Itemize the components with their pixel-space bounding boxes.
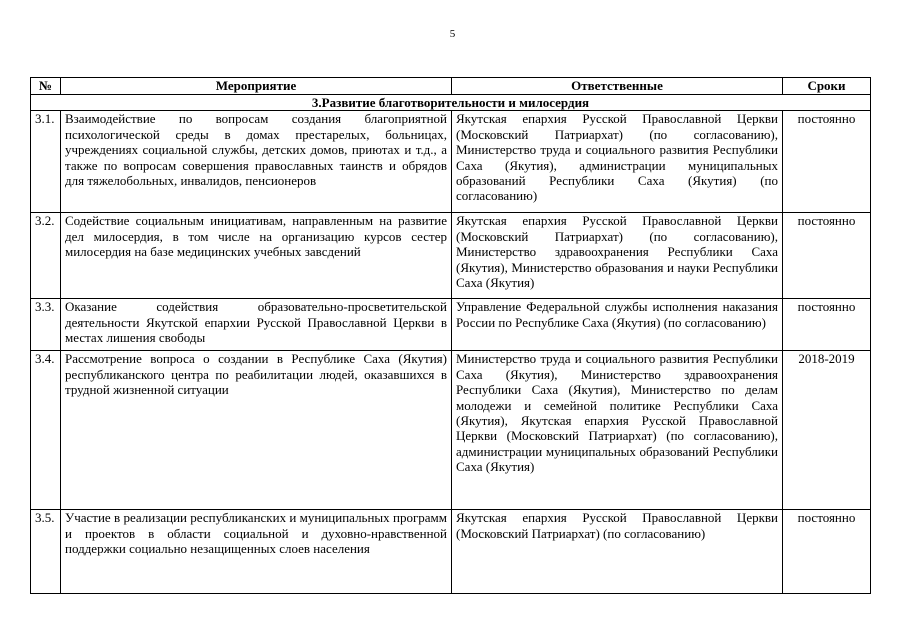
row-number: 3.1. [31, 111, 61, 213]
table-row [31, 351, 871, 510]
row-responsible: Управление Федеральной службы исполнения наказания России по Республике Саха (Якутия) (по согласованию) [452, 299, 783, 351]
row-number: 3.5. [31, 510, 61, 594]
table-row [31, 213, 871, 299]
row-activity: Взаимодействие по вопросам создания благоприятной психологической среды в домах престарелых, больницах, учреждениях социальной службы, детских домов, приютах и т.д., а также по вопросам совершения православных таинств и обрядов для тяжелобольных, инвалидов, пенсионеров [61, 111, 452, 213]
header-responsible: Ответственные [452, 78, 783, 95]
section-row [31, 95, 871, 111]
row-responsible: Якутская епархия Русской Православной Церкви (Московский Патриархат) (по согласованию), Министерство труда и социального развития Республики Саха (Якутия), администрации муниципальных образований Республики Саха (Якутия) (по согласованию) [452, 111, 783, 213]
header-row [31, 78, 871, 95]
row-number: 3.4. [31, 351, 61, 510]
header-deadline: Сроки [783, 78, 871, 95]
row-number: 3.2. [31, 213, 61, 299]
table-row [31, 111, 871, 213]
table-row [31, 510, 871, 594]
row-responsible: Якутская епархия Русской Православной Церкви (Московский Патриархат) (по согласованию), Министерство здравоохранения Республики Саха (Якутия), Министерство образования и науки Республики Саха (Якутия) [452, 213, 783, 299]
section-title: 3.Развитие благотворительности и милосердия [31, 95, 871, 111]
row-deadline: постоянно [783, 299, 871, 351]
row-number: 3.3. [31, 299, 61, 351]
header-num: № [31, 78, 61, 95]
row-deadline: постоянно [783, 213, 871, 299]
row-activity: Участие в реализации республиканских и муниципальных программ и проектов в области социальной и духовно-нравственной поддержки социально незащищенных слоев населения [61, 510, 452, 594]
header-activity: Мероприятие [61, 78, 452, 95]
table-row [31, 299, 871, 351]
row-responsible: Якутская епархия Русской Православной Церкви (Московский Патриархат) (по согласованию) [452, 510, 783, 594]
row-activity: Оказание содействия образовательно-просветительской деятельности Якутской епархии Русской Православной Церкви в местах лишения свободы [61, 299, 452, 351]
action-plan-table [30, 77, 871, 594]
row-deadline: постоянно [783, 111, 871, 213]
row-activity: Содействие социальным инициативам, направленным на развитие дел милосердия, в том числе на организацию курсов сестер милосердия на базе медицинских учебных завсдений [61, 213, 452, 299]
row-responsible: Министерство труда и социального развития Республики Саха (Якутия), Министерство здравоохранения Республики Саха (Якутия), Министерство по делам молодежи и семейной политике Республики Саха (Якутия), Якутская епархия Русской Православной Церкви (Московский Патриархат) (по согласованию), администрации муниципальных образований Республики Саха (Якутия) [452, 351, 783, 510]
row-deadline: 2018-2019 [783, 351, 871, 510]
row-deadline: постоянно [783, 510, 871, 594]
page-number: 5 [449, 28, 456, 40]
row-activity: Рассмотрение вопроса о создании в Республике Саха (Якутия) республиканского центра по реабилитации людей, оказавшихся в трудной жизненной ситуации [61, 351, 452, 510]
